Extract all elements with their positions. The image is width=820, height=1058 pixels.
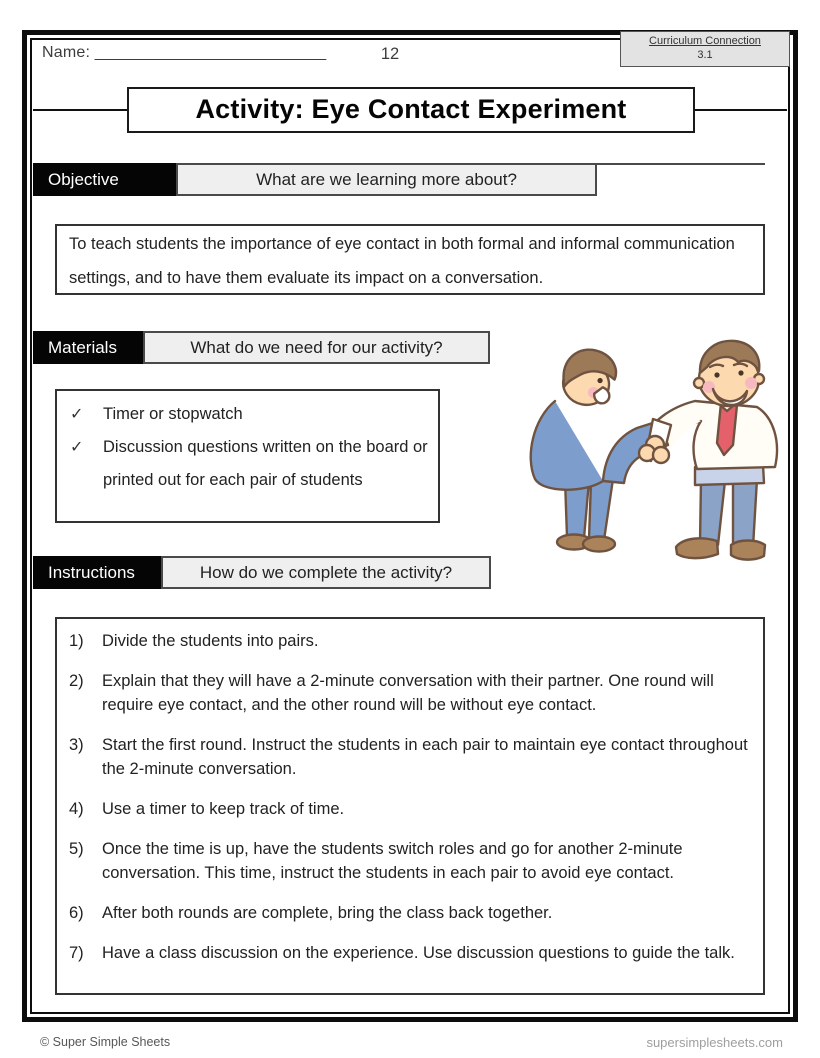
instruction-step [57,837,753,885]
checkmark-icon: ✓ [70,439,84,456]
instruction-step-number: 1) [69,632,84,650]
instruction-step-text: Divide the students into pairs. [102,632,319,650]
instruction-step [57,733,753,781]
instruction-step-number: 5) [69,840,84,858]
objective-text-box [55,224,765,295]
footer-website: supersimplesheets.com [646,1035,783,1050]
name-row [42,44,326,62]
instruction-step-number: 2) [69,672,84,690]
instruction-step-number: 7) [69,944,84,962]
instruction-step-number: 3) [69,736,84,754]
handshake-illustration [505,333,800,569]
material-item [57,398,430,431]
instruction-step [57,941,753,965]
objective-text: To teach students the importance of eye contact in both formal and informal communication settings, and to have them evaluate its impact on a conversation. [69,235,735,287]
name-label: Name: [42,44,91,61]
instruction-step-text: Have a class discussion on the experience. Use discussion questions to guide the talk. [102,944,735,962]
curriculum-connection-badge [620,31,790,67]
material-item-text: Timer or stopwatch [103,405,243,423]
objective-section-question: What are we learning more about? [176,163,597,196]
checkmark-icon: ✓ [70,406,84,423]
materials-list-box [55,389,440,523]
instruction-step-number: 4) [69,800,84,818]
instruction-step [57,629,753,653]
instructions-list-box [55,617,765,995]
footer-copyright: © Super Simple Sheets [40,1035,171,1049]
page-title: Activity: Eye Contact Experiment [127,87,695,133]
name-blank-line: __________________________ [94,44,327,61]
instruction-step-number: 6) [69,904,84,922]
instruction-step-text: After both rounds are complete, bring the class back together. [102,904,553,922]
materials-section-label: Materials [33,331,143,364]
instruction-step [57,669,753,717]
curriculum-connection-title: Curriculum Connection [649,35,761,47]
objective-header-rule [597,163,765,165]
page-number: 12 [380,45,400,63]
instruction-step-text: Explain that they will have a 2-minute conversation with their partner. One round will require eye contact, and the other round will be without eye contact. [102,672,714,714]
materials-section-question: What do we need for our activity? [143,331,490,364]
objective-section-label: Objective [33,163,176,196]
material-item [57,431,430,497]
material-item-text: Discussion questions written on the board or printed out for each pair of students [103,438,428,489]
instruction-step-text: Start the first round. Instruct the students in each pair to maintain eye contact throughout the 2-minute conversation. [102,736,748,778]
instruction-step [57,901,753,925]
instruction-step [57,797,753,821]
instructions-section-label: Instructions [33,556,161,589]
instruction-step-text: Use a timer to keep track of time. [102,800,345,818]
curriculum-connection-code: 3.1 [697,49,713,61]
instruction-step-text: Once the time is up, have the students switch roles and go for another 2-minute conversation. This time, instruct the students in each pair to avoid eye contact. [102,840,683,882]
instructions-section-question: How do we complete the activity? [161,556,491,589]
